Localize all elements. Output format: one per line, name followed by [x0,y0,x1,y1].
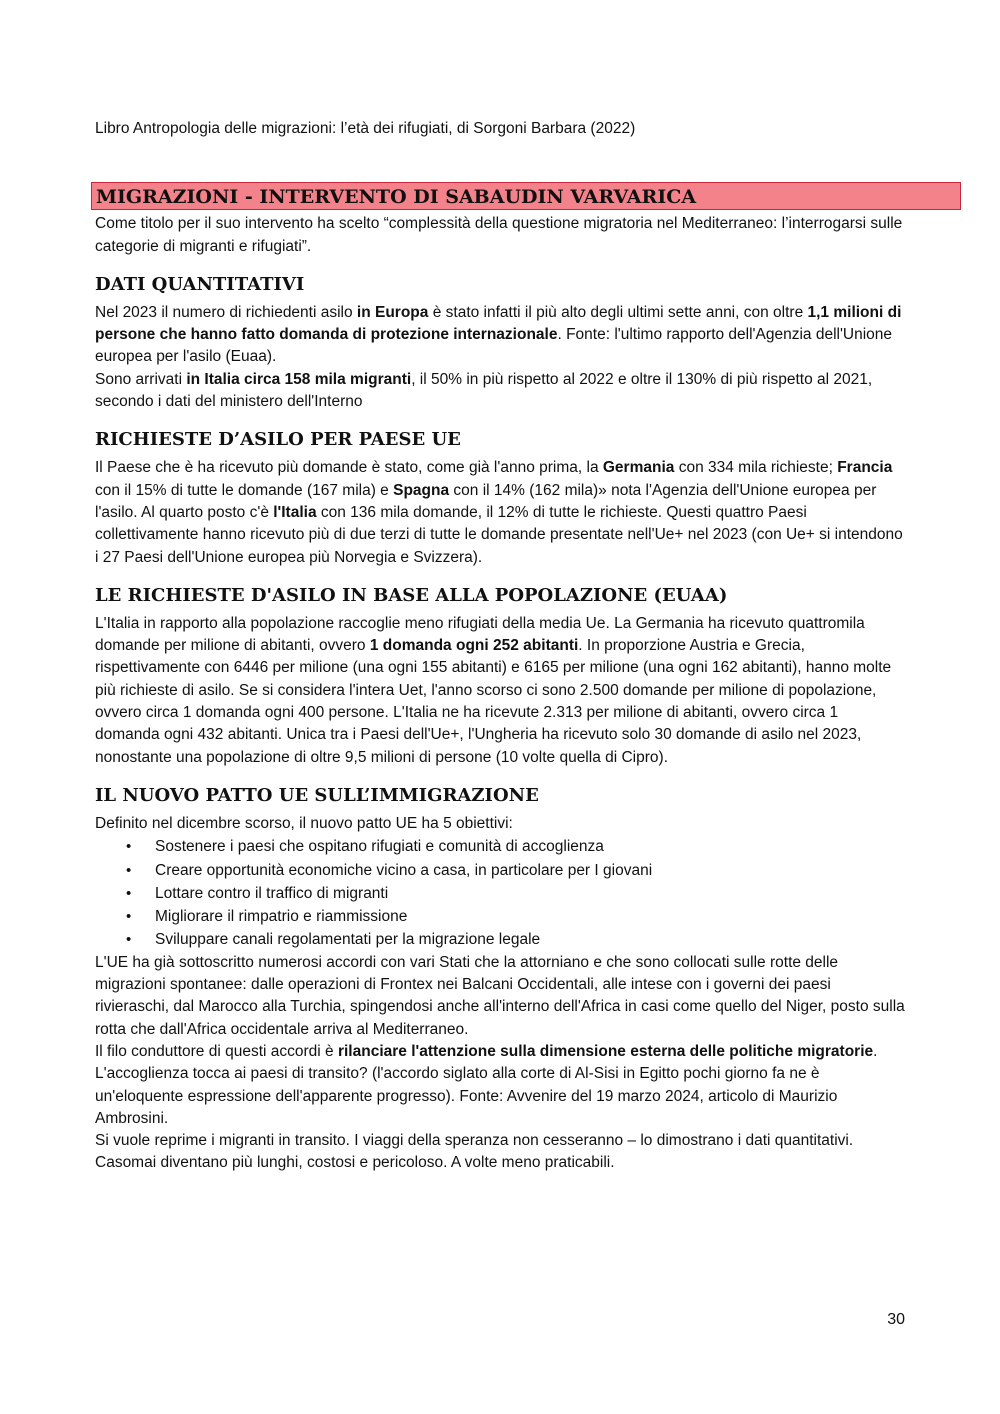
heading-popolazione: LE RICHIESTE D'ASILO IN BASE ALLA POPOLAZIONE (EUAA) [95,584,728,606]
page-number: 30 [887,1311,905,1328]
page-content [95,118,907,1175]
goals-list [95,835,907,951]
book-reference: Libro Antropologia delle migrazioni: l’età dei rifugiati, di Sorgoni Barbara (2022) [95,120,636,137]
patto-paragraph-2: Il filo conduttore di questi accordi è rilanciare l'attenzione sulla dimensione esterna delle politiche migratorie. [95,1042,878,1060]
list-item: • Sviluppare canali regolamentati per la migrazione legale [155,928,907,951]
heading-dati-quantitativi: DATI QUANTITATIVI [95,273,305,295]
list-item: • Creare opportunità economiche vicino a casa, in particolare per I giovani [155,859,907,882]
patto-lead: Definito nel dicembre scorso, il nuovo patto UE ha 5 obiettivi: [95,814,513,832]
patto-paragraph-1: L'UE ha già sottoscritto numerosi accordi con vari Stati che la attorniano e che sono collocati sulle rotte delle migrazioni spontanee: dalle operazioni di Frontex nei Balcani Occidentali, alle intese con i governi dei paesi rivieraschi, dal Marocco alla Turchia, spingendosi anche all'interno dell'Africa in casi come quello del Niger, posto sulla rotta che dall'Africa occidentale arriva al Mediterraneo. [95,953,905,1038]
heading-richieste-asilo: RICHIESTE D’ASILO PER PAESE UE [95,429,461,451]
list-item: • Lottare contro il traffico di migranti [155,882,907,905]
richieste-paragraph: Il Paese che è ha ricevuto più domande è stato, come già l'anno prima, la Germania con 334 mila richieste; Francia con il 15% di tutte le domande (167 mila) e Spagna con il 14% (162 mila)» nota l'Agenzia dell'Unione europea per l'asilo. Al quarto posto c'è l'Italia con 136 mila domande, il 12% di tutte le richieste. Questi quattro Paesi collettivamente hanno ricevuto più di due terzi di tutte le domande presentate nell'Ue+ nel 2023 (con Ue+ si intendono i 27 Paesi dell'Unione europea più Norvegia e Svizzera). [95,459,903,566]
intro-paragraph: Come titolo per il suo intervento ha scelto “complessità della questione migratoria nel Mediterraneo: l’interrogarsi sulle categorie di migranti e rifugiati”. [95,215,903,255]
section-banner [91,182,961,210]
dati-paragraph-1: Nel 2023 il numero di richiedenti asilo in Europa è stato infatti il più alto degli ultimi sette anni, con oltre 1,1 milioni di persone che hanno fatto domanda di protezione internazionale. Fonte: l'ultimo rapporto dell'Agenzia dell'Unione europea per l'asilo (Euaa). [95,303,902,366]
banner-title: MIGRAZIONI - INTERVENTO DI SABAUDIN VARVARICA [96,186,697,209]
heading-nuovo-patto: IL NUOVO PATTO UE SULL’IMMIGRAZIONE [95,784,539,806]
list-item: • Sostenere i paesi che ospitano rifugiati e comunità di accoglienza [155,835,907,858]
popolazione-paragraph: L'Italia in rapporto alla popolazione raccoglie meno rifugiati della media Ue. La Germania ha ricevuto quattromila domande per milione di abitanti, ovvero 1 domanda ogni 252 abitanti. In proporzione Austria e Grecia, rispettivamente con 6446 per milione (una ogni 155 abitanti) e 6165 per milione (una ogni 162 abitanti), hanno molte più richieste di asilo. Se si considera l'intera Uet, l'anno scorso ci sono 2.500 domande per milione di popolazione, ovvero circa 1 domanda ogni 400 persone. L'Italia ne ha ricevute 2.313 per milione di abitanti, ovvero circa 1 domanda ogni 432 abitanti. Unica tra i Paesi dell'Ue+, l'Ungheria ha ricevuto solo 30 domande di asilo nel 2023, nonostante una popolazione di oltre 9,5 milioni di persone (10 volte quella di Cipro). [95,614,892,766]
dati-paragraph-2: Sono arrivati in Italia circa 158 mila migranti, il 50% in più rispetto al 2022 e oltre il 130% di più rispetto al 2021, secondo i dati del ministero dell'Interno [95,370,873,411]
patto-paragraph-4: Si vuole reprime i migranti in transito. I viaggi della speranza non cesseranno – lo dimostrano i dati quantitativi. Casomai diventano più lunghi, costosi e pericoloso. A volte meno praticabili. [95,1132,854,1172]
patto-paragraph-3: L'accoglienza tocca ai paesi di transito? (l'accordo siglato alla corte di Al-Sisi in Egitto pochi giorno fa ne è un'eloquente espressione dell'apparente progresso). Fonte: Avvenire del 19 marzo 2024, articolo di Maurizio Ambrosini. [95,1065,838,1127]
list-item: • Migliorare il rimpatrio e riammissione [155,905,907,928]
